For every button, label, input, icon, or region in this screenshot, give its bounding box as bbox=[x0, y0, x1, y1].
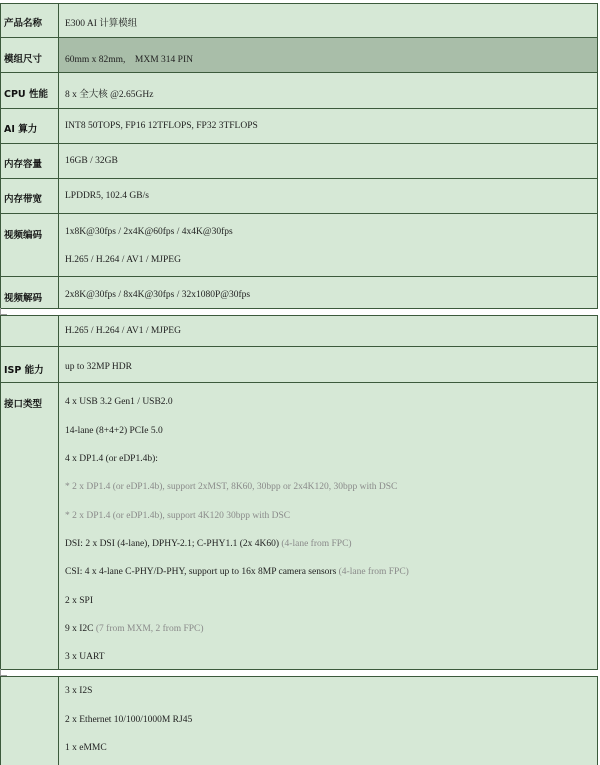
label-module-size: 模组尺寸 bbox=[4, 54, 43, 65]
csi-text: CSI: 4 x 4-lane C-PHY/D-PHY, support up to 16x 8MP camera sensors bbox=[65, 567, 337, 577]
label-memory-bandwidth: 内存带宽 bbox=[4, 194, 43, 205]
value-dp-sub-2: * 2 x DP1.4 (or eDP1.4b), support 4K120 30bpp with DSC bbox=[65, 511, 291, 521]
spec-table-1 bbox=[0, 3, 598, 309]
value-ethernet: 2 x Ethernet 10/100/1000M RJ45 bbox=[65, 715, 193, 725]
label-ai-compute: AI 算力 bbox=[4, 124, 38, 135]
label-memory-capacity: 内存容量 bbox=[4, 159, 43, 170]
label-interfaces: 接口类型 bbox=[4, 399, 43, 410]
value-usb: 4 x USB 3.2 Gen1 / USB2.0 bbox=[65, 397, 173, 407]
column-divider bbox=[58, 677, 59, 765]
dsi-text: DSI: 2 x DSI (4-lane), DPHY-2.1; C-PHY1.1 (2x 4K60) bbox=[65, 539, 280, 549]
row-divider bbox=[1, 143, 597, 144]
label-isp: ISP 能力 bbox=[4, 365, 44, 376]
spec-table-2 bbox=[0, 315, 598, 670]
row-divider bbox=[1, 37, 597, 38]
row-divider bbox=[1, 346, 597, 347]
value-memory-capacity: 16GB / 32GB bbox=[65, 156, 118, 166]
value-product-name: E300 AI 计算模组 bbox=[65, 19, 138, 29]
dsi-note: (4-lane from FPC) bbox=[281, 539, 352, 549]
value-isp: up to 32MP HDR bbox=[65, 362, 132, 372]
value-spi: 2 x SPI bbox=[65, 596, 93, 606]
value-cpu: 8 x 全大核 @2.65GHz bbox=[65, 90, 154, 100]
value-video-encode-1: 1x8K@30fps / 2x4K@60fps / 4x4K@30fps bbox=[65, 227, 233, 237]
value-pcie: 14-lane (8+4+2) PCIe 5.0 bbox=[65, 426, 163, 436]
value-emmc: 1 x eMMC bbox=[65, 743, 107, 753]
row-divider bbox=[1, 108, 597, 109]
row-divider bbox=[1, 276, 597, 277]
label-cpu: CPU 性能 bbox=[4, 89, 48, 100]
row-divider bbox=[1, 213, 597, 214]
value-memory-bandwidth: LPDDR5, 102.4 GB/s bbox=[65, 191, 149, 201]
spec-table-3 bbox=[0, 676, 598, 765]
label-video-encode: 视频编码 bbox=[4, 230, 43, 241]
row-divider bbox=[1, 382, 597, 383]
value-dp: 4 x DP1.4 (or eDP1.4b): bbox=[65, 454, 158, 464]
csi-note: (4-lane from FPC) bbox=[338, 567, 409, 577]
value-video-encode-2: H.265 / H.264 / AV1 / MJPEG bbox=[65, 255, 181, 265]
value-dsi bbox=[65, 539, 352, 549]
table-break-mark bbox=[0, 308, 7, 315]
value-video-decode-formats: H.265 / H.264 / AV1 / MJPEG bbox=[65, 326, 181, 336]
table-break-mark bbox=[0, 669, 7, 676]
row-divider bbox=[1, 72, 597, 73]
value-dp-sub-1: * 2 x DP1.4 (or eDP1.4b), support 2xMST, 8K60, 30bpp or 2x4K120, 30bpp with DSC bbox=[65, 482, 398, 492]
value-video-decode: 2x8K@30fps / 8x4K@30fps / 32x1080P@30fps bbox=[65, 290, 251, 300]
value-csi bbox=[65, 567, 409, 577]
value-uart: 3 x UART bbox=[65, 652, 105, 662]
value-ai-compute: INT8 50TOPS, FP16 12TFLOPS, FP32 3TFLOPS bbox=[65, 121, 258, 131]
i2c-note: (7 from MXM, 2 from FPC) bbox=[95, 624, 204, 634]
column-divider bbox=[58, 4, 59, 308]
label-product-name: 产品名称 bbox=[4, 18, 43, 29]
value-i2s: 3 x I2S bbox=[65, 686, 93, 696]
label-video-decode: 视频解码 bbox=[4, 293, 43, 304]
value-i2c bbox=[65, 624, 204, 634]
i2c-text: 9 x I2C bbox=[65, 624, 94, 634]
row-divider bbox=[1, 178, 597, 179]
value-module-size: 60mm x 82mm, MXM 314 PIN bbox=[65, 55, 193, 65]
column-divider bbox=[58, 316, 59, 669]
